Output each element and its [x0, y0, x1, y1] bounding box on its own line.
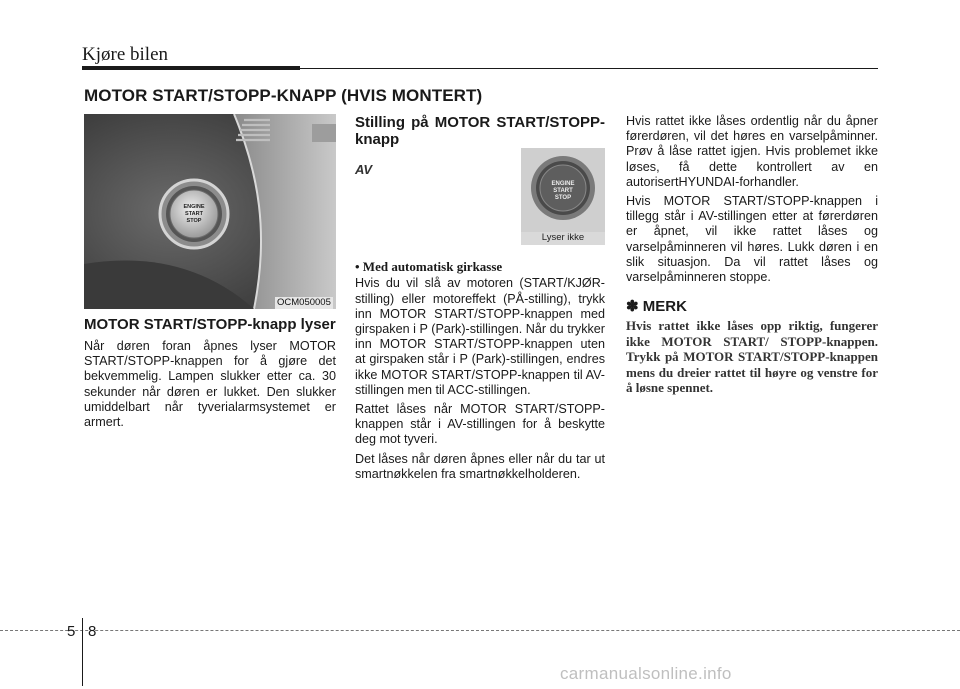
footer-dashed-rule [0, 630, 960, 631]
figure-code: OCM050005 [277, 297, 331, 308]
note-body: Hvis rattet ikke låses opp riktig, fungerer ikke MOTOR START/ STOPP-knappen. Trykk på MOTOR START/STOPP-knappen mens du dreier rattet til høyre og venstre for å løsne spennet. [626, 318, 878, 396]
paragraph-lights: Når døren foran åpnes lyser MOTOR START/STOPP-knappen for å gjøre det bekvemmelig. Lampen slukker etter ca. 30 sekunder når døren er lukket. Den slukker umiddelbart når tyverialarmsystemet er armert. [84, 339, 336, 430]
paragraph-turn-off: Hvis du vil slå av motoren (START/KJØR-stilling) eller motoreffekt (PÅ-stilling), trykk inn MOTOR START/STOPP-knappen med girspaken i P (Park)-stillingen. Når du trykker inn MOTOR START/STOPP-knappen uten at girspaken står i P (Park)-stillingen, endres ikke MOTOR START/STOPP-knappen til AV-stillingen men til ACC-stillingen. [355, 276, 605, 397]
paragraph-lock-condition: Det låses når døren åpnes eller når du tar ut smartnøkkelen fra smartnøkkelholderen. [355, 451, 605, 481]
photo-button-label-start: START [185, 211, 203, 217]
paragraph-off-position: Hvis MOTOR START/STOPP-knappen i tillegg står i AV-stillingen etter at førerdøren er åpnet, vil ikke rattet låses og varselpåminneren vil høres. Lukk døren i en slik situasjon. Da vil rattet låses og varselpåminneren stoppe. [626, 194, 878, 285]
chapter-number: 5 [67, 623, 76, 640]
thumb-button-label-start: START [553, 188, 573, 194]
bullet-heading-automatic: • Med automatisk girkasse [355, 259, 503, 275]
button-off-thumbnail [521, 148, 605, 245]
paragraph-warning-chime: Hvis rattet ikke låses ordentlig når du åpner førerdøren, vil det høres en varselpåminner. Prøv å låse rattet igjen. Hvis problemet ikke løses, få dette kontrollert av en autorisertHYUNDAI-forhandler. [626, 114, 878, 189]
header-rule-thin [300, 68, 878, 69]
photo-button-label-engine: ENGINE [183, 204, 205, 210]
subsection-heading-positions: Stilling på MOTOR START/STOPP-knapp [355, 114, 605, 148]
position-label-av: AV [355, 162, 373, 177]
column-3 [626, 114, 878, 396]
footer-vertical-rule [82, 618, 83, 686]
dashboard-illustration [84, 114, 336, 309]
photo-button-label-stop: STOP [186, 218, 202, 224]
thumbnail-caption: Lyser ikke [541, 232, 585, 243]
start-stop-button-photo [84, 114, 336, 309]
page-number: 8 [88, 623, 97, 640]
column-1 [84, 316, 336, 434]
section-title: MOTOR START/STOPP-KNAPP (HVIS MONTERT) [84, 86, 483, 105]
button-off-illustration [521, 148, 605, 232]
thumb-button-label-stop: STOP [554, 195, 572, 201]
thumb-button-label-engine: ENGINE [551, 181, 575, 187]
watermark: carmanualsonline.info [560, 664, 732, 683]
running-header: Kjøre bilen [82, 44, 169, 65]
note-heading: ✽ MERK [626, 298, 687, 316]
subsection-heading-lights: MOTOR START/STOPP-knapp lyser [84, 316, 336, 333]
paragraph-steering-lock: Rattet låses når MOTOR START/STOPP-knappen står i AV-stillingen for å beskytte deg mot tyveri. [355, 402, 605, 447]
header-rule-thick [82, 66, 300, 70]
